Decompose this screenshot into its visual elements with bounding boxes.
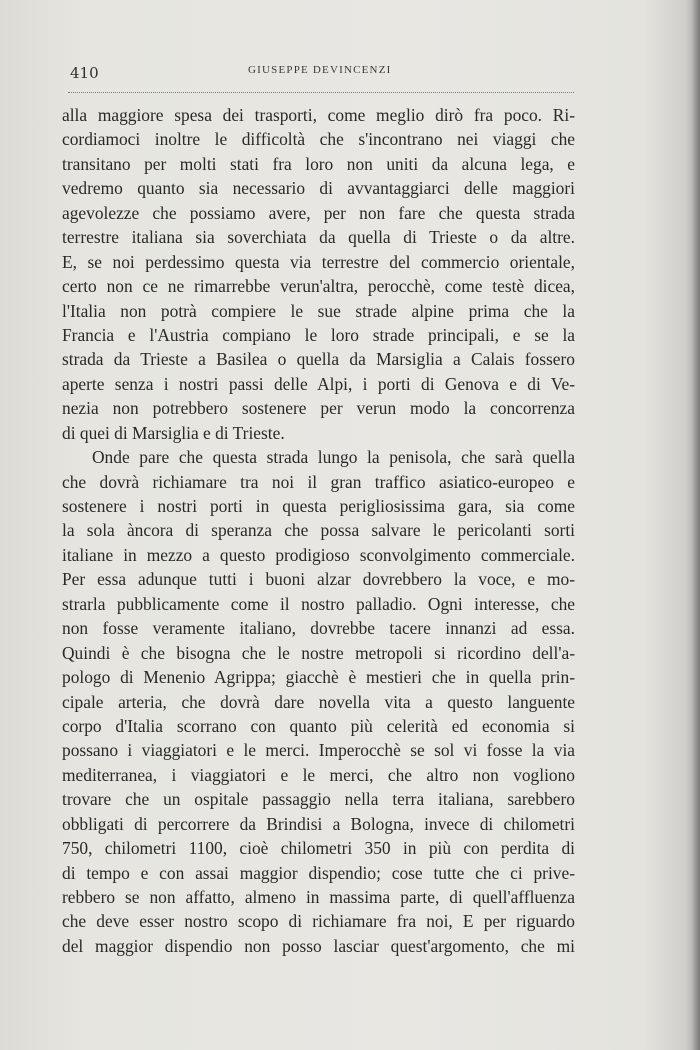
text-line: la sola àncora di speranza che possa salvare le pericolanti sorti — [62, 520, 575, 541]
text-line: alla maggiore spesa dei trasporti, come meglio dirò fra poco. Ri- — [62, 105, 575, 125]
text-line: mediterranea, i viaggiatori e le merci, che altro non vogliono — [62, 764, 575, 785]
text-line: non fosse veramente italiano, dovrebbe tacere innanzi ad essa. — [62, 618, 575, 639]
page-header — [68, 60, 574, 93]
text-line: possano i viaggiatori e le merci. Imperocchè se sol vi fosse la via — [62, 740, 575, 761]
page-number: 410 — [70, 64, 99, 82]
text-line: Per essa adunque tutti i buoni alzar dovrebbero la voce, e mo- — [62, 569, 575, 590]
running-head: GIUSEPPE DEVINCENZI — [248, 64, 392, 76]
body-text — [62, 103, 575, 958]
text-line: nezia non potrebbero sostenere per verun modo la concorrenza — [62, 398, 575, 419]
text-line: agevolezze che possiamo avere, per non fare che questa strada — [62, 202, 575, 223]
text-line: cordiamoci inoltre le difficoltà che s'incontrano nei viaggi che — [62, 129, 575, 150]
text-line: sostenere i nostri porti in questa perigliosissima gara, sia come — [62, 496, 575, 516]
paragraph-end-line: di quei di Marsiglia e di Trieste. — [62, 422, 285, 443]
text-line: aperte senza i nostri passi delle Alpi, i porti di Genova e di Ve- — [62, 373, 575, 394]
text-line: strada da Trieste a Basilea o quella da Marsiglia a Calais fossero — [62, 349, 575, 370]
text-line: Francia e l'Austria compiano le loro strade principali, e se la — [62, 324, 575, 345]
text-line: strarla pubblicamente come il nostro palladio. Ogni interesse, che — [62, 593, 575, 614]
text-line: cipale arteria, che dovrà dare novella vita a questo languente — [62, 691, 575, 712]
text-line: rebbero se non affatto, almeno in massima parte, di quell'affluenza — [62, 887, 575, 907]
text-line: certo non ce ne rimarrebbe verun'altra, perocchè, come testè dicea, — [62, 276, 575, 297]
paragraph-start-line: Onde pare che questa strada lungo la penisola, che sarà quella — [92, 447, 575, 468]
text-line: di tempo e con assai maggior dispendio; cose tutte che ci prive- — [62, 862, 575, 883]
text-line: che deve esser nostro scopo di richiamare fra noi, E per riguardo — [62, 911, 575, 932]
text-line: transitano per molti stati fra loro non uniti da alcuna lega, e — [62, 153, 575, 174]
text-line: italiane in mezzo a questo prodigioso sconvolgimento commerciale. — [62, 544, 575, 565]
text-line: del maggior dispendio non posso lasciar quest'argomento, che mi — [62, 935, 575, 956]
text-line: E, se noi perdessimo questa via terrestre del commercio orientale, — [62, 251, 575, 272]
text-line: 750, chilometri 1100, cioè chilometri 350 in più con perdita di — [62, 838, 575, 859]
text-line: obbligati di percorrere da Brindisi a Bologna, invece di chilometri — [62, 813, 575, 834]
text-line: terrestre italiana sia soverchiata da quella di Trieste o da altre. — [62, 227, 575, 248]
text-line: trovare che un ospitale passaggio nella terra italiana, sarebbero — [62, 789, 575, 810]
text-line: pologo di Menenio Agrippa; giacchè è mestieri che in quella prin- — [62, 667, 575, 688]
text-line: vedremo quanto sia necessario di avvantaggiarci delle maggiori — [62, 178, 575, 199]
text-line: l'Italia non potrà compiere le sue strade alpine prima che la — [62, 300, 575, 321]
text-line: Quindi è che bisogna che le nostre metropoli si ricordino dell'a- — [62, 642, 575, 663]
text-line: che dovrà richiamare tra noi il gran traffico asiatico-europeo e — [62, 471, 575, 492]
page-edge-shadow — [692, 0, 700, 1050]
text-line: corpo d'Italia scorrano con quanto più celerità ed economia si — [62, 715, 575, 736]
